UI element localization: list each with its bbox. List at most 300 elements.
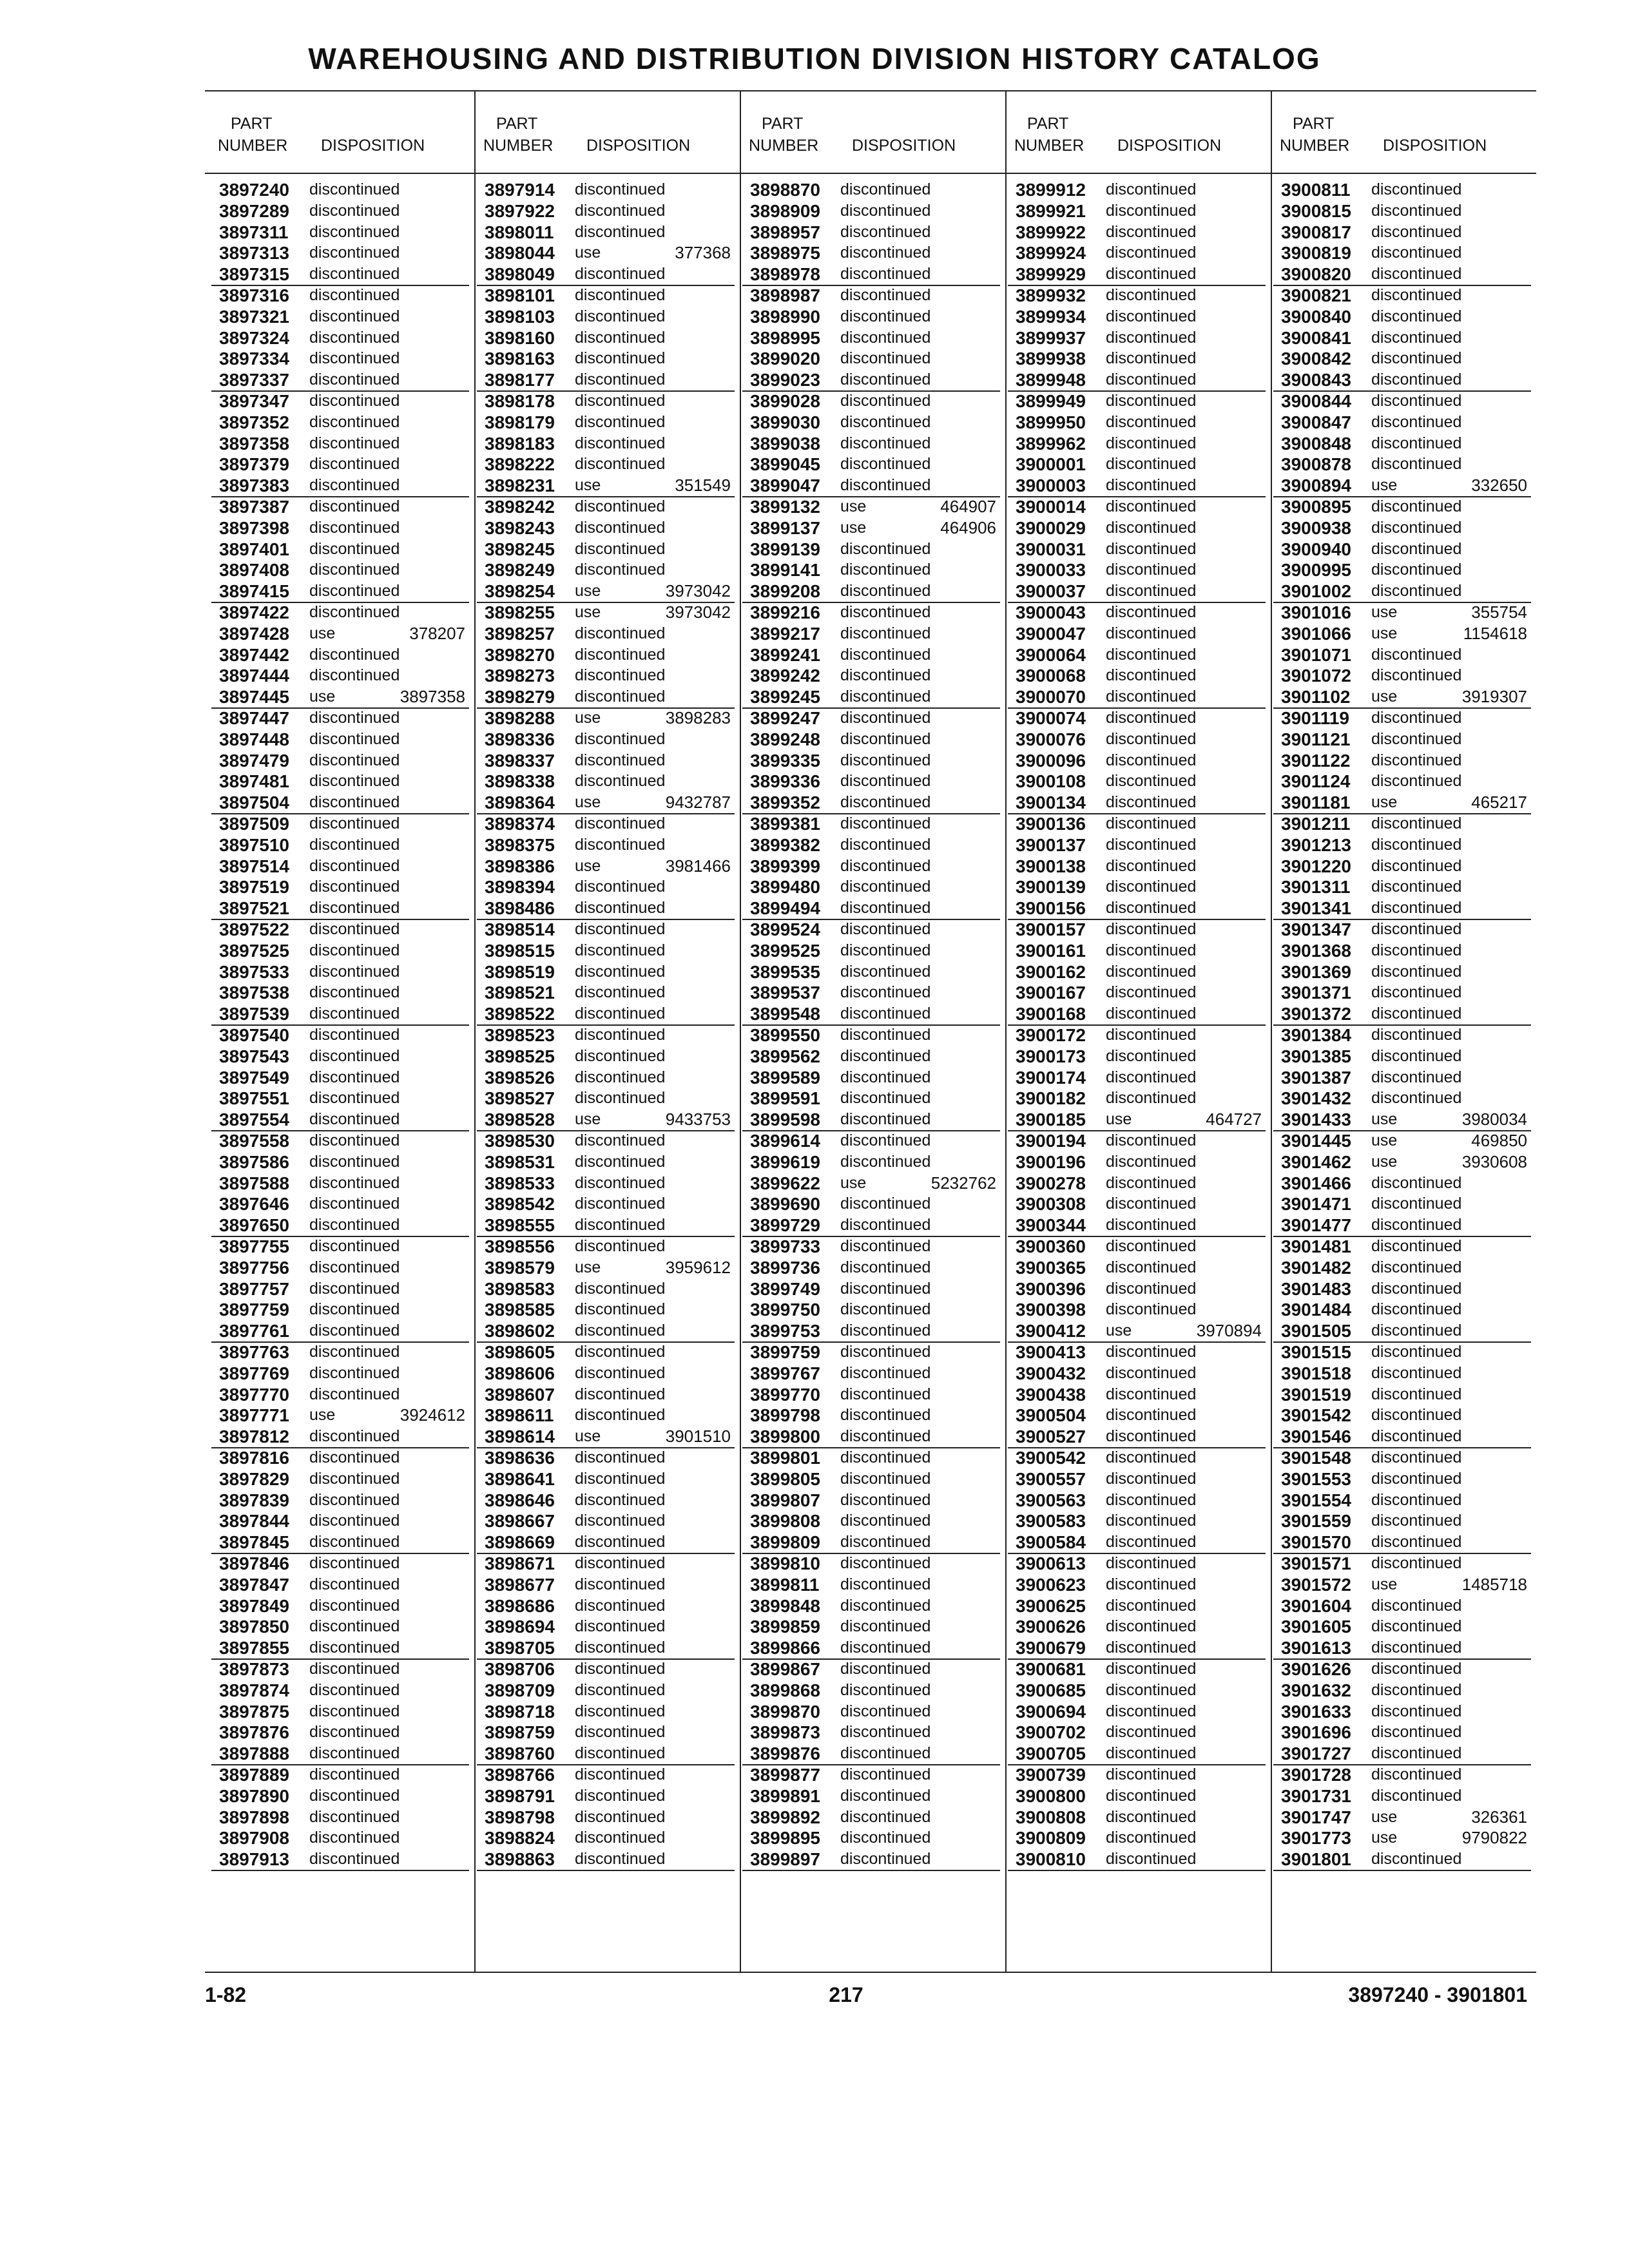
disposition: discontinued [840, 1300, 931, 1319]
part-number: 3898245 [485, 539, 555, 559]
part-number: 3901433 [1281, 1110, 1352, 1130]
catalog-row [742, 285, 1000, 306]
disposition: discontinued [840, 729, 931, 748]
part-number: 3899807 [750, 1490, 821, 1510]
part-number: 3900679 [1016, 1638, 1086, 1658]
disposition: discontinued [1106, 539, 1197, 558]
disposition: discontinued [1106, 307, 1197, 325]
part-number: 3900043 [1016, 602, 1086, 622]
catalog-row [1008, 1637, 1266, 1658]
part-number: 3898364 [485, 793, 555, 813]
part-number: 3898614 [485, 1427, 555, 1447]
part-number: 3900196 [1016, 1151, 1086, 1172]
disposition: discontinued [1106, 497, 1197, 515]
part-number: 3897646 [219, 1194, 290, 1215]
disposition: discontinued [840, 539, 931, 558]
disposition: discontinued [575, 1850, 666, 1869]
part-number: 3898486 [485, 898, 555, 919]
part-number: 3899921 [1016, 200, 1086, 221]
catalog-row [742, 686, 1000, 707]
part-number: 3897763 [219, 1342, 290, 1362]
part-number: 3897519 [219, 877, 290, 898]
disposition: discontinued [840, 1068, 931, 1086]
replacement-part-number: 3970894 [1196, 1321, 1262, 1341]
disposition: discontinued [1371, 1237, 1462, 1255]
part-number: 3899767 [750, 1363, 821, 1383]
disposition: discontinued [840, 709, 931, 727]
catalog-row [1273, 539, 1531, 560]
catalog-row [1273, 1701, 1531, 1722]
disposition: discontinued [309, 729, 400, 748]
catalog-row [1008, 1088, 1266, 1109]
disposition: discontinued [1106, 222, 1197, 241]
row-group [211, 1658, 469, 1765]
row-group [477, 707, 735, 814]
disposition: discontinued [840, 941, 931, 959]
part-number: 3898270 [485, 644, 555, 665]
part-number: 3899548 [750, 1004, 821, 1024]
row-group [477, 1553, 735, 1660]
column-header [1273, 115, 1531, 166]
disposition: discontinued [575, 983, 666, 1002]
part-number: 3899937 [1016, 327, 1086, 348]
catalog-row [1008, 390, 1266, 412]
disposition: use [1371, 603, 1398, 621]
catalog-row [1008, 1405, 1266, 1426]
part-number: 3898585 [485, 1300, 555, 1320]
catalog-row [1008, 222, 1266, 243]
disposition: discontinued [1371, 709, 1462, 727]
catalog-row [1273, 1278, 1531, 1300]
catalog-row [742, 1658, 1000, 1680]
disposition: discontinued [840, 1596, 931, 1615]
row-group [742, 1447, 1000, 1554]
disposition: discontinued [1106, 1765, 1197, 1783]
catalog-row [477, 1490, 735, 1511]
disposition: discontinued [309, 941, 400, 959]
part-number: 3899242 [750, 666, 821, 686]
part-number: 3901384 [1281, 1025, 1352, 1045]
part-number: 3901347 [1281, 919, 1352, 939]
disposition: discontinued [575, 1786, 666, 1805]
disposition: discontinued [1106, 434, 1197, 452]
part-number: 3900705 [1016, 1744, 1086, 1764]
catalog-row [742, 1426, 1000, 1447]
disposition: discontinued [1106, 392, 1197, 410]
catalog-row [1008, 327, 1266, 349]
part-number: 3897549 [219, 1067, 290, 1088]
disposition: use [840, 518, 867, 537]
catalog-row [477, 1722, 735, 1743]
disposition: discontinued [1371, 1744, 1462, 1763]
part-number: 3899619 [750, 1151, 821, 1172]
part-number: 3900808 [1016, 1807, 1086, 1827]
part-number: 3898531 [485, 1151, 555, 1172]
catalog-row [742, 1046, 1000, 1067]
disposition: discontinued [575, 265, 666, 284]
part-number: 3900681 [1016, 1659, 1086, 1679]
footer-section-number: 1-82 [205, 1983, 247, 2006]
replacement-part-number: 3980034 [1461, 1110, 1527, 1129]
catalog-row [211, 1658, 469, 1680]
catalog-row [1273, 1722, 1531, 1743]
disposition: discontinued [840, 1469, 931, 1488]
catalog-row [211, 1701, 469, 1722]
disposition: discontinued [309, 582, 400, 601]
catalog-row [211, 1109, 469, 1130]
catalog-row [211, 539, 469, 560]
disposition: discontinued [575, 1216, 666, 1235]
catalog-row [742, 1088, 1000, 1109]
catalog-row [742, 940, 1000, 961]
disposition: discontinued [1106, 878, 1197, 896]
replacement-part-number: 3924612 [400, 1405, 465, 1425]
disposition: discontinued [309, 1702, 400, 1720]
catalog-row [211, 454, 469, 475]
disposition: discontinued [309, 412, 400, 431]
catalog-row [1273, 1405, 1531, 1426]
part-number: 3901369 [1281, 961, 1352, 982]
part-number: 3898101 [485, 285, 555, 305]
part-number: 3899932 [1016, 285, 1086, 305]
part-number: 3901801 [1281, 1849, 1352, 1870]
catalog-row [1008, 1701, 1266, 1722]
part-number: 3900365 [1016, 1257, 1086, 1278]
part-number: 3899247 [750, 708, 821, 728]
catalog-row [742, 1405, 1000, 1426]
disposition: discontinued [840, 434, 931, 452]
disposition: discontinued [309, 1173, 400, 1192]
disposition: discontinued [575, 328, 666, 347]
replacement-part-number: 3901510 [665, 1427, 731, 1446]
disposition: discontinued [1371, 729, 1462, 748]
part-number: 3899132 [750, 497, 821, 517]
part-number: 3898178 [485, 391, 555, 411]
disposition: discontinued [840, 666, 931, 685]
disposition: discontinued [840, 476, 931, 495]
disposition: discontinued [840, 222, 931, 241]
disposition: discontinued [1106, 962, 1197, 981]
catalog-row [211, 1003, 469, 1024]
catalog-row [742, 327, 1000, 349]
catalog-row [1273, 729, 1531, 750]
part-number: 3897855 [219, 1638, 290, 1658]
catalog-row [1273, 369, 1531, 390]
disposition: discontinued [1371, 265, 1462, 284]
catalog-row [211, 1490, 469, 1511]
catalog-row [1273, 771, 1531, 792]
disposition: discontinued [1106, 899, 1197, 918]
catalog-row [742, 1574, 1000, 1595]
part-number: 3900047 [1016, 623, 1086, 644]
catalog-row [1273, 390, 1531, 412]
part-number: 3897289 [219, 200, 290, 221]
disposition: discontinued [1371, 1321, 1462, 1340]
disposition: discontinued [575, 370, 666, 389]
part-number: 3897850 [219, 1617, 290, 1637]
part-number: 3901519 [1281, 1384, 1352, 1405]
catalog-row [211, 1574, 469, 1595]
disposition: discontinued [309, 1575, 400, 1593]
catalog-row [742, 876, 1000, 898]
part-number: 3900014 [1016, 497, 1086, 517]
part-number: 3897873 [219, 1659, 290, 1679]
row-group [477, 602, 735, 709]
part-number: 3897650 [219, 1215, 290, 1236]
part-number: 3899801 [750, 1448, 821, 1468]
catalog-row [1273, 285, 1531, 306]
row-group [1273, 919, 1531, 1026]
disposition: use [840, 1173, 867, 1192]
catalog-row [477, 1574, 735, 1595]
catalog-column-1 [211, 115, 469, 1870]
catalog-row [1008, 179, 1266, 200]
header-part-label: PART [231, 115, 273, 133]
catalog-row [1273, 961, 1531, 983]
part-number: 3899614 [750, 1131, 821, 1151]
catalog-row [211, 623, 469, 644]
part-number: 3901518 [1281, 1363, 1352, 1383]
part-number: 3901572 [1281, 1574, 1352, 1595]
part-number: 3897315 [219, 264, 290, 285]
disposition: discontinued [309, 1596, 400, 1615]
catalog-row [742, 1151, 1000, 1173]
catalog-row [1008, 1447, 1266, 1468]
disposition: discontinued [1106, 1744, 1197, 1763]
disposition: use [575, 1427, 601, 1446]
part-number: 3898515 [485, 940, 555, 961]
part-number: 3900138 [1016, 856, 1086, 876]
disposition: use [1371, 624, 1398, 642]
catalog-row [1273, 834, 1531, 856]
part-number: 3901371 [1281, 983, 1352, 1003]
row-group [742, 1658, 1000, 1765]
part-number: 3897514 [219, 856, 290, 876]
disposition: discontinued [1371, 582, 1462, 601]
part-number: 3901728 [1281, 1765, 1352, 1785]
bottom-rule [205, 1972, 1536, 1973]
part-number: 3897240 [219, 180, 290, 200]
part-number: 3899924 [1016, 243, 1086, 264]
catalog-row [1008, 264, 1266, 285]
part-number: 3898766 [485, 1765, 555, 1785]
part-number: 3899248 [750, 729, 821, 749]
disposition: discontinued [309, 561, 400, 579]
header-part-label: PART [1027, 115, 1069, 133]
row-group [742, 707, 1000, 814]
part-number: 3900584 [1016, 1532, 1086, 1553]
catalog-row [211, 1532, 469, 1553]
catalog-row [1008, 1299, 1266, 1320]
catalog-row [1008, 856, 1266, 877]
row-group [477, 179, 735, 286]
part-number: 3898514 [485, 919, 555, 939]
catalog-row [1008, 1003, 1266, 1024]
part-number: 3901368 [1281, 940, 1352, 961]
disposition: discontinued [575, 1004, 666, 1023]
disposition: discontinued [575, 962, 666, 981]
catalog-row [477, 1193, 735, 1215]
part-number: 3898579 [485, 1257, 555, 1278]
row-group [742, 1341, 1000, 1448]
part-number: 3897761 [219, 1321, 290, 1341]
part-number: 3897337 [219, 370, 290, 390]
row-group [477, 1341, 735, 1448]
replacement-part-number: 3930608 [1461, 1151, 1527, 1171]
part-number: 3899770 [750, 1384, 821, 1405]
replacement-part-number: 9790822 [1461, 1828, 1527, 1848]
row-group [742, 390, 1000, 497]
catalog-row [1273, 1574, 1531, 1595]
catalog-row [211, 581, 469, 602]
catalog-row [1008, 644, 1266, 666]
part-number: 3900194 [1016, 1131, 1086, 1151]
row-group [1273, 285, 1531, 392]
part-number: 3898705 [485, 1638, 555, 1658]
disposition: discontinued [309, 1216, 400, 1235]
row-group [211, 1341, 469, 1448]
disposition: discontinued [309, 1046, 400, 1065]
column-header [742, 115, 1000, 166]
disposition: discontinued [1371, 412, 1462, 431]
part-number: 3899948 [1016, 370, 1086, 390]
part-number: 3899870 [750, 1701, 821, 1722]
disposition: discontinued [309, 455, 400, 474]
part-number: 3899480 [750, 877, 821, 898]
disposition: discontinued [1106, 709, 1197, 727]
disposition: discontinued [575, 1089, 666, 1108]
disposition: discontinued [1106, 582, 1197, 601]
disposition: discontinued [575, 1173, 666, 1192]
part-number: 3897846 [219, 1553, 290, 1573]
part-number: 3898990 [750, 306, 821, 327]
disposition: discontinued [1371, 1173, 1462, 1192]
catalog-row [1008, 1764, 1266, 1785]
catalog-row [1273, 496, 1531, 517]
catalog-row [477, 1320, 735, 1341]
part-number: 3897845 [219, 1532, 290, 1553]
disposition: discontinued [1371, 983, 1462, 1002]
catalog-column-3 [742, 115, 1000, 1870]
disposition: discontinued [1371, 835, 1462, 854]
row-group [1008, 496, 1266, 603]
disposition: discontinued [309, 645, 400, 664]
disposition: discontinued [840, 814, 931, 832]
replacement-part-number: 464907 [940, 497, 996, 516]
part-number: 3900412 [1016, 1321, 1086, 1341]
part-number: 3898254 [485, 581, 555, 602]
disposition: discontinued [1106, 983, 1197, 1002]
part-number: 3899562 [750, 1046, 821, 1066]
catalog-row [1008, 1341, 1266, 1363]
disposition: use [1371, 793, 1398, 812]
part-number: 3900613 [1016, 1553, 1086, 1573]
catalog-row [742, 1193, 1000, 1215]
replacement-part-number: 3973042 [665, 602, 731, 622]
disposition: discontinued [1106, 1680, 1197, 1699]
part-number: 3899866 [750, 1638, 821, 1658]
row-group [1273, 1658, 1531, 1765]
part-number: 3898528 [485, 1110, 555, 1130]
replacement-part-number: 464906 [940, 517, 996, 537]
part-number: 3898694 [485, 1617, 555, 1637]
replacement-part-number: 355754 [1471, 602, 1527, 622]
catalog-row [742, 602, 1000, 623]
disposition: discontinued [575, 1237, 666, 1255]
disposition: discontinued [840, 1195, 931, 1213]
row-group [1273, 1553, 1531, 1660]
catalog-row [211, 1278, 469, 1300]
disposition: discontinued [575, 941, 666, 959]
disposition: discontinued [1106, 1829, 1197, 1847]
disposition: discontinued [1371, 962, 1462, 981]
disposition: discontinued [1106, 645, 1197, 664]
part-number: 3898523 [485, 1025, 555, 1045]
catalog-row [211, 834, 469, 856]
part-number: 3898525 [485, 1046, 555, 1066]
part-number: 3900504 [1016, 1405, 1086, 1426]
part-number: 3900396 [1016, 1278, 1086, 1299]
disposition: discontinued [309, 328, 400, 347]
disposition: discontinued [840, 328, 931, 347]
row-group [211, 1553, 469, 1660]
part-number: 3899535 [750, 961, 821, 982]
disposition: discontinued [1106, 518, 1197, 537]
part-number: 3898987 [750, 285, 821, 305]
part-number: 3901548 [1281, 1448, 1352, 1468]
catalog-row [1008, 1490, 1266, 1511]
catalog-row [477, 264, 735, 285]
part-number: 3901747 [1281, 1807, 1352, 1827]
catalog-row [477, 1024, 735, 1046]
disposition: discontinued [575, 1343, 666, 1361]
part-number: 3901696 [1281, 1722, 1352, 1743]
part-number: 3899524 [750, 919, 821, 939]
catalog-row [211, 813, 469, 834]
part-number: 3899912 [1016, 180, 1086, 200]
row-group [477, 1130, 735, 1237]
part-number: 3899245 [750, 687, 821, 707]
catalog-row [477, 940, 735, 961]
disposition: discontinued [1371, 666, 1462, 685]
part-number: 3898798 [485, 1807, 555, 1827]
disposition: discontinued [1106, 772, 1197, 791]
disposition: discontinued [1106, 370, 1197, 389]
replacement-part-number: 3898283 [665, 708, 731, 727]
disposition: discontinued [575, 286, 666, 304]
row-group [1273, 602, 1531, 709]
disposition: discontinued [1371, 1068, 1462, 1086]
catalog-row [477, 1257, 735, 1278]
row-group [1008, 813, 1266, 920]
catalog-row [1273, 1257, 1531, 1278]
catalog-row [211, 1341, 469, 1363]
replacement-part-number: 3959612 [665, 1257, 731, 1277]
disposition: discontinued [840, 1786, 931, 1805]
part-number: 3897444 [219, 666, 290, 686]
disposition: discontinued [840, 1152, 931, 1171]
catalog-row [742, 1384, 1000, 1405]
part-number: 3900174 [1016, 1067, 1086, 1088]
catalog-row [477, 242, 735, 264]
part-number: 3897415 [219, 581, 290, 602]
catalog-row [1008, 1278, 1266, 1300]
part-number: 3900847 [1281, 412, 1352, 432]
disposition: discontinued [1106, 1026, 1197, 1044]
disposition: discontinued [1106, 455, 1197, 474]
part-number: 3900623 [1016, 1574, 1086, 1595]
part-number: 3899891 [750, 1785, 821, 1806]
